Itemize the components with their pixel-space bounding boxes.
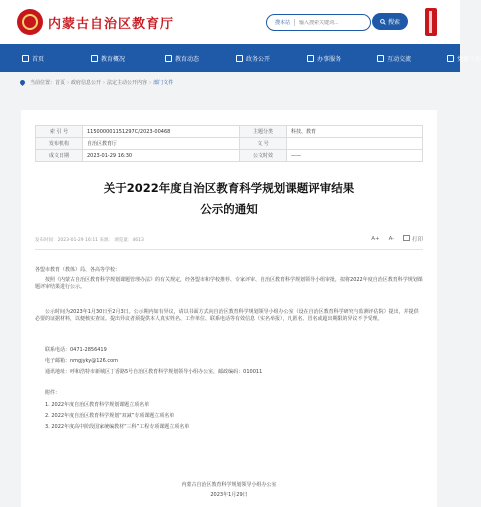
service-icon (307, 55, 314, 62)
home-icon (22, 55, 29, 62)
document-icon (236, 55, 243, 62)
nav-label: 政务公开 (246, 55, 271, 63)
document-meta-table (35, 125, 423, 162)
docno-value (287, 138, 423, 150)
attachment-link[interactable]: 1. 2022年度自治区教育科学规划课题立项名单 (45, 402, 150, 408)
main-nav (0, 44, 481, 72)
index-label: 索 引 号 (36, 126, 83, 138)
news-icon (165, 55, 172, 62)
info-icon (91, 55, 98, 62)
search-button-label: 搜索 (387, 19, 400, 26)
date-label: 成文日期 (36, 150, 83, 162)
nav-label: 教育动态 (175, 55, 200, 63)
breadcrumb-separator: › (103, 79, 106, 86)
paragraph-1: 按照《内蒙古自治区教育科学规划课题管理办法》的有关规定，经各盟市和学校推荐、专家评审、自治区教育科学规划领导小组审批，拟将2022年度自治区教育科学规划课题评审结果进行公示。 (35, 277, 423, 290)
docno-label: 文 号 (240, 138, 287, 150)
nav-label: 互动交流 (387, 55, 412, 63)
publish-info-row (35, 237, 423, 243)
print-label: 打印 (411, 237, 423, 243)
print-button[interactable] (403, 235, 423, 243)
nav-label: 党建工作 (457, 55, 481, 63)
breadcrumb-separator: › (67, 79, 70, 86)
search-scope-select[interactable]: 搜本站 (267, 19, 295, 26)
breadcrumb-separator: › (149, 79, 152, 86)
search-box (266, 14, 371, 31)
nav-news[interactable] (165, 54, 199, 63)
breadcrumb-prefix: 当前位置： (30, 80, 56, 86)
publish-info: 发布时间：2023-01-29 16:11 来源： 浏览量：4613 (35, 238, 144, 243)
font-decrease-button[interactable]: A- (388, 236, 395, 242)
nav-party[interactable] (447, 54, 481, 63)
search-input[interactable] (299, 20, 355, 26)
article-tools (371, 235, 423, 243)
attachment-link[interactable]: 2. 2022年度自治区教育科学规划“双减”专项课题立项名单 (45, 413, 175, 419)
subject-label: 主题分类 (240, 126, 287, 138)
issuer-value: 自治区教育厅 (83, 138, 240, 150)
attachment-link[interactable]: 3. 2022年度高中阶段国家统编教材“三科”工程专项课题立项名单 (45, 424, 190, 430)
nav-services[interactable] (307, 54, 341, 63)
nav-label: 教育概况 (101, 55, 126, 63)
date-value: 2023-01-29 16:30 (83, 150, 240, 162)
nav-label: 首页 (32, 55, 45, 63)
contact-email: 电子邮箱：nmgjyky@126.com (45, 358, 119, 364)
nav-label: 办事服务 (317, 55, 342, 63)
contact-address: 通讯地址：呼和浩特市新城区丁香路5号自治区教育科学规划领导小组办公室，邮政编码：010011 (45, 369, 263, 375)
subject-value: 科技、教育 (287, 126, 423, 138)
font-increase-button[interactable]: A+ (371, 236, 380, 242)
nav-gov-info[interactable] (236, 54, 270, 63)
flag-icon (447, 55, 454, 62)
top-header (0, 0, 460, 44)
search-icon (380, 19, 386, 25)
nav-interaction[interactable] (377, 54, 411, 63)
site-title: 内蒙古自治区教育厅 (48, 16, 175, 32)
search-button[interactable] (372, 13, 408, 30)
index-value: 115000001151297C/2023-00468 (83, 126, 240, 138)
signature-date: 2023年1月29日 (210, 492, 248, 498)
breadcrumb-home[interactable]: 首页 (55, 80, 66, 86)
article-title-line1: 关于2022年度自治区教育科学规划课题评审结果 (103, 181, 355, 195)
paragraph-2: 公示时间为2023年1月30日至2月3日。公示期内如有异议，请以书面方式向自治区教育科学规划领导小组办公室（设在自治区教育科学研究与监测评估院）提出，并提供必要的证据材料，以便核实查证。提出异议者须提供本人真实姓名、工作单位、联系电话等有效信息（实名举报），凡匿名、冒名或超出期限的异议不予受理。 (35, 309, 419, 322)
signature-org: 内蒙古自治区教育科学规划领导小组办公室 (181, 482, 277, 488)
breadcrumb-current[interactable]: 部门文件 (153, 80, 174, 86)
site-logo[interactable] (17, 9, 174, 35)
contact-phone: 联系电话：0471-2856419 (45, 347, 107, 353)
salutation: 各盟市教育（教体）局、各高等学校： (35, 267, 121, 273)
nav-overview[interactable] (91, 54, 125, 63)
mongolian-script-logo (425, 8, 437, 36)
divider (35, 249, 423, 250)
validity-value: —— (287, 150, 423, 162)
breadcrumb-gov-info[interactable]: 政府信息公开 (71, 80, 102, 86)
validity-label: 公文时效 (240, 150, 287, 162)
nav-home[interactable] (22, 54, 44, 63)
chat-icon (377, 55, 384, 62)
breadcrumb (20, 79, 173, 86)
emblem-icon (17, 9, 43, 35)
breadcrumb-statutory[interactable]: 法定主动公开内容 (107, 80, 148, 86)
article-title-line2: 公示的通知 (200, 202, 258, 216)
article-panel (21, 110, 437, 507)
issuer-label: 发布机构 (36, 138, 83, 150)
print-icon (403, 235, 410, 241)
location-pin-icon (19, 79, 26, 86)
attachments-label: 附件： (45, 390, 61, 396)
